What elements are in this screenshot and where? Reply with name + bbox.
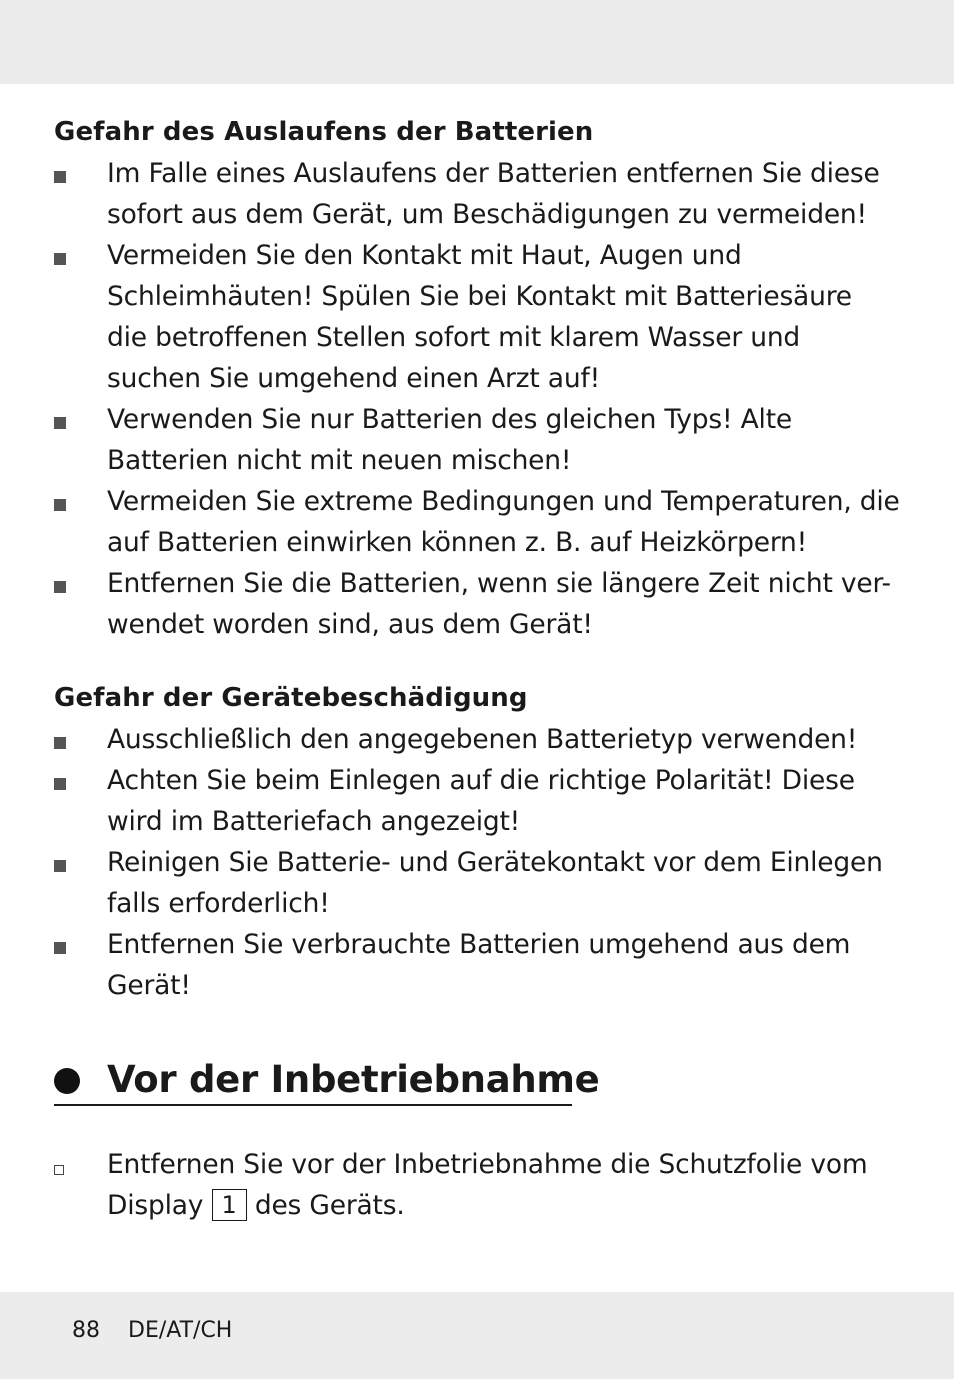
- list-item: [54, 481, 900, 563]
- checkbox-square-icon: [54, 1165, 64, 1175]
- list-item-text: Entfernen Sie verbrauchte Batterien umgehend aus dem Gerät!: [107, 929, 851, 1001]
- step-text-after: des Geräts.: [254, 1190, 405, 1221]
- region-label: DE/AT/CH: [128, 1318, 233, 1343]
- list-item: [54, 842, 900, 924]
- square-bullet-icon: [54, 499, 66, 511]
- bullet-dot-icon: [54, 1068, 80, 1094]
- list-item: [54, 563, 900, 645]
- list-item: [54, 235, 900, 399]
- instruction-step: [54, 1144, 900, 1226]
- header-band: [0, 0, 954, 84]
- square-bullet-icon: [54, 737, 66, 749]
- reference-number-box: 1: [212, 1189, 247, 1221]
- list-item: [54, 153, 900, 235]
- list-item-text: Ausschließlich den angegebenen Batterietyp verwenden!: [107, 724, 858, 755]
- step-list: [54, 1144, 900, 1226]
- list-item-text: Vermeiden Sie den Kontakt mit Haut, Augen und Schleimhäuten! Spülen Sie bei Kontakt mit Batteriesäure die betroffenen Stellen sofort mit klarem Wasser und suchen Sie umgehend einen Arzt auf!: [107, 240, 852, 394]
- list-item-text: Vermeiden Sie extreme Bedingungen und Temperaturen, die auf Batterien einwirken können z. B. auf Heizkörpern!: [107, 486, 900, 558]
- device-damage-list: [54, 719, 900, 1006]
- chapter-heading: [54, 1056, 600, 1106]
- square-bullet-icon: [54, 860, 66, 872]
- list-item: [54, 924, 900, 1006]
- chapter-title: Vor der Inbetriebnahme: [107, 1058, 600, 1101]
- section-title-device-damage: Gefahr der Gerätebeschädigung: [54, 683, 528, 713]
- square-bullet-icon: [54, 778, 66, 790]
- list-item: [54, 399, 900, 481]
- square-bullet-icon: [54, 942, 66, 954]
- list-item-text: Reinigen Sie Batterie- und Gerätekontakt vor dem Einlegen falls erforderlich!: [107, 847, 883, 919]
- step-text-before: Entfernen Sie vor der Inbetriebnahme die Schutzfolie vom Display: [107, 1149, 868, 1221]
- square-bullet-icon: [54, 581, 66, 593]
- square-bullet-icon: [54, 253, 66, 265]
- list-item-text: Entfernen Sie die Batterien, wenn sie längere Zeit nicht ver-wendet worden sind, aus dem Gerät!: [107, 568, 891, 640]
- list-item: [54, 760, 900, 842]
- list-item: [54, 719, 900, 760]
- footer: [72, 1316, 260, 1346]
- page-number: 88: [72, 1318, 100, 1343]
- section-title-battery-leak: Gefahr des Auslaufens der Batterien: [54, 117, 594, 147]
- step-item: [54, 1144, 900, 1226]
- square-bullet-icon: [54, 171, 66, 183]
- list-item-text: Verwenden Sie nur Batterien des gleichen Typs! Alte Batterien nicht mit neuen mischen!: [107, 404, 792, 476]
- battery-leak-list: [54, 153, 900, 645]
- content: [54, 112, 900, 1006]
- list-item-text: Im Falle eines Auslaufens der Batterien entfernen Sie diese sofort aus dem Gerät, um Beschädigungen zu vermeiden!: [107, 158, 880, 230]
- square-bullet-icon: [54, 417, 66, 429]
- list-item-text: Achten Sie beim Einlegen auf die richtige Polarität! Diese wird im Batteriefach angezeigt!: [107, 765, 855, 837]
